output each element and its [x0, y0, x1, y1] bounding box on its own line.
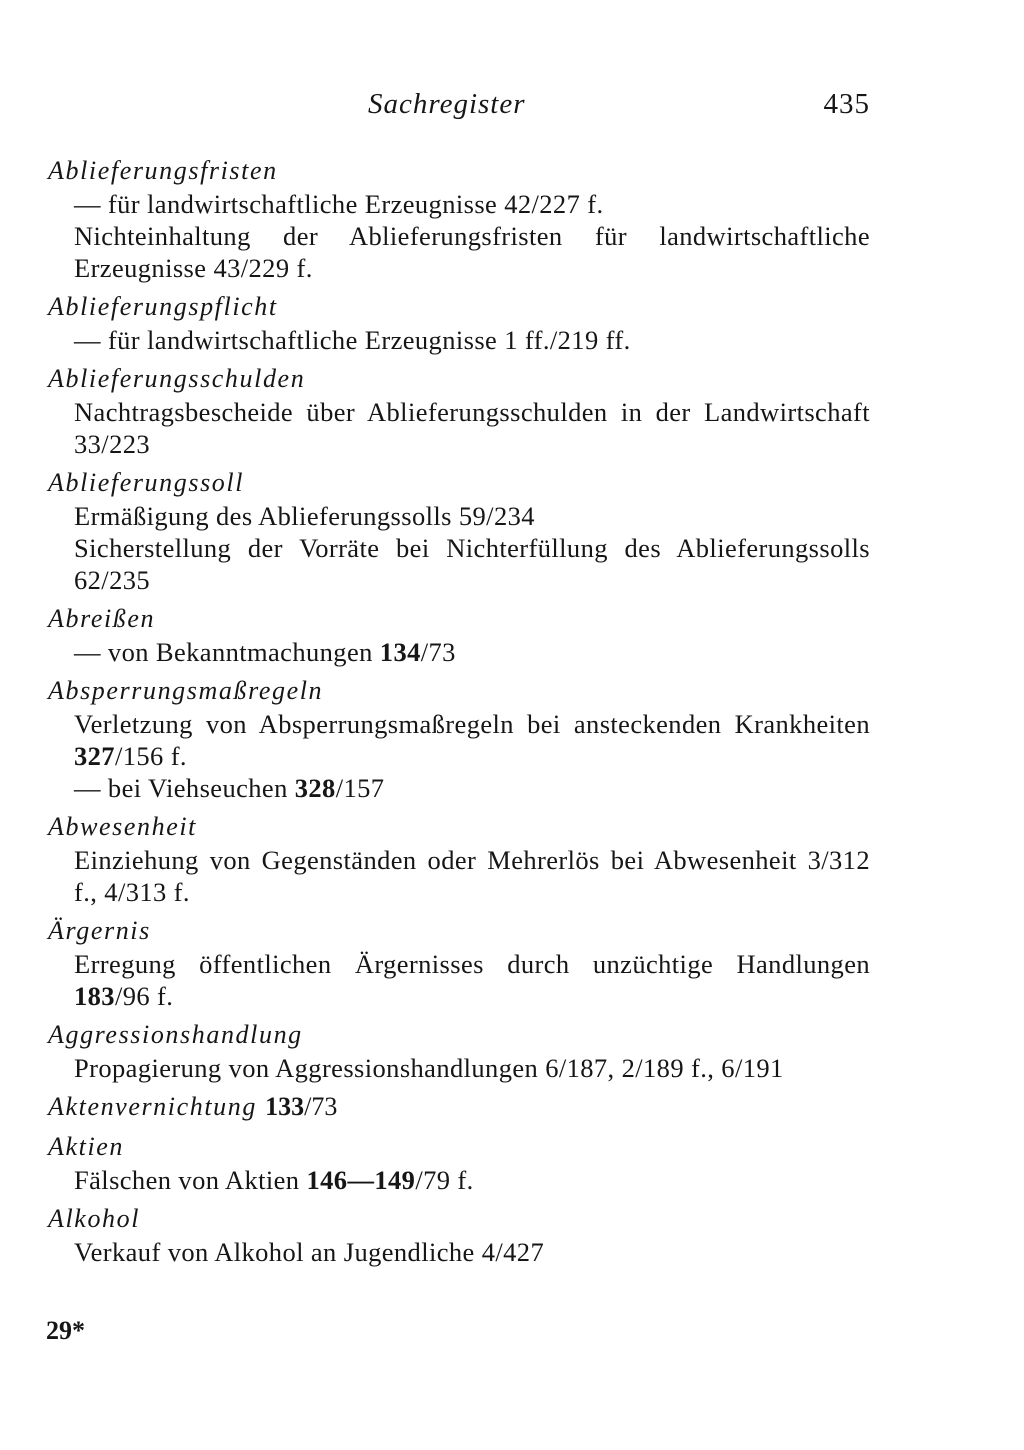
index-subentry: — für landwirtschaftliche Erzeugnisse 1 ff./219 ff. — [74, 325, 631, 355]
section-number: 328 — [294, 773, 336, 803]
index-term: Ablieferungspflicht — [48, 292, 278, 321]
index-subentry: Propagierung von Aggressionshandlungen 6/187, 2/189 f., 6/191 — [74, 1053, 784, 1083]
index-subentry: — für landwirtschaftliche Erzeugnisse 42/227 f. — [74, 189, 604, 219]
index-subentry: Einziehung von Gegenständen oder Mehrerlös bei Abwesenheit 3/312 f., 4/313 f. — [74, 845, 870, 907]
section-number: 183 — [74, 981, 115, 1011]
index-subentry — [74, 772, 870, 804]
signature-mark: 29* — [46, 1316, 85, 1345]
index-term: Alkohol — [48, 1204, 141, 1233]
index-subentry — [74, 708, 870, 772]
index-entry — [48, 674, 870, 804]
index-entry — [48, 1090, 870, 1124]
index-entry — [48, 362, 870, 460]
subentry-text: Erregung öffentlichen Ärgernisses durch unzüchtige Handlungen — [74, 949, 870, 979]
index-ref — [265, 1092, 337, 1121]
subentry-text: — bei Viehseuchen — [74, 773, 295, 803]
index-term: Aggressionshandlung — [48, 1020, 303, 1049]
index-term: Absperrungsmaßregeln — [48, 676, 324, 705]
subentry-text: Verletzung von Absperrungsmaßregeln bei ansteckenden Krankheiten — [74, 709, 870, 739]
index-term: Aktenvernichtung — [48, 1092, 257, 1121]
index-subentry: Nachtragsbescheide über Ablieferungsschulden in der Landwirtschaft 33/223 — [74, 397, 870, 459]
index-subentry: Nichteinhaltung der Ablieferungsfristen für landwirtschaftliche Erzeugnisse 43/229 f. — [74, 221, 870, 283]
index-entry — [48, 914, 870, 1012]
index-term: Ablieferungssoll — [48, 468, 245, 497]
index-subentry — [74, 636, 870, 668]
index-term-with-ref — [48, 1090, 870, 1124]
index-term: Abwesenheit — [48, 812, 198, 841]
index-entry — [48, 602, 870, 668]
page-ref: /96 f. — [114, 981, 174, 1011]
index-subentry: Sicherstellung der Vorräte bei Nichterfüllung des Ablieferungssolls 62/235 — [74, 533, 870, 595]
index-entry — [48, 1018, 870, 1084]
page-number: 435 — [823, 88, 870, 120]
index-entry — [48, 810, 870, 908]
page-ref: /73 — [420, 637, 456, 667]
section-number: 327 — [74, 741, 115, 771]
section-number: 134 — [379, 637, 421, 667]
page-ref: /79 f. — [415, 1165, 474, 1195]
index-subentry — [74, 1164, 870, 1196]
index-term: Abreißen — [48, 604, 156, 633]
index-entry — [48, 466, 870, 596]
subentry-text: — von Bekanntmachungen — [74, 637, 380, 667]
index-subentry — [74, 948, 870, 1012]
index-subentry: Ermäßigung des Ablieferungssolls 59/234 — [74, 501, 535, 531]
index-entry — [48, 154, 870, 284]
running-head — [48, 88, 870, 128]
section-number: 146—149 — [306, 1165, 416, 1195]
page-ref: /156 f. — [114, 741, 187, 771]
index-term: Aktien — [48, 1132, 125, 1161]
running-head-title: Sachregister — [368, 88, 526, 120]
subject-index — [48, 154, 870, 1274]
index-subentry: Verkauf von Alkohol an Jugendliche 4/427 — [74, 1237, 545, 1267]
page-ref: /73 — [304, 1092, 338, 1121]
index-entry — [48, 1202, 870, 1268]
index-term: Ärgernis — [48, 916, 151, 945]
page-ref: /157 — [335, 773, 385, 803]
index-term: Ablieferungsfristen — [48, 156, 278, 185]
subentry-text: Fälschen von Aktien — [74, 1165, 307, 1195]
index-term: Ablieferungsschulden — [48, 364, 306, 393]
section-number: 133 — [265, 1092, 305, 1121]
index-entry — [48, 290, 870, 356]
index-entry — [48, 1130, 870, 1196]
